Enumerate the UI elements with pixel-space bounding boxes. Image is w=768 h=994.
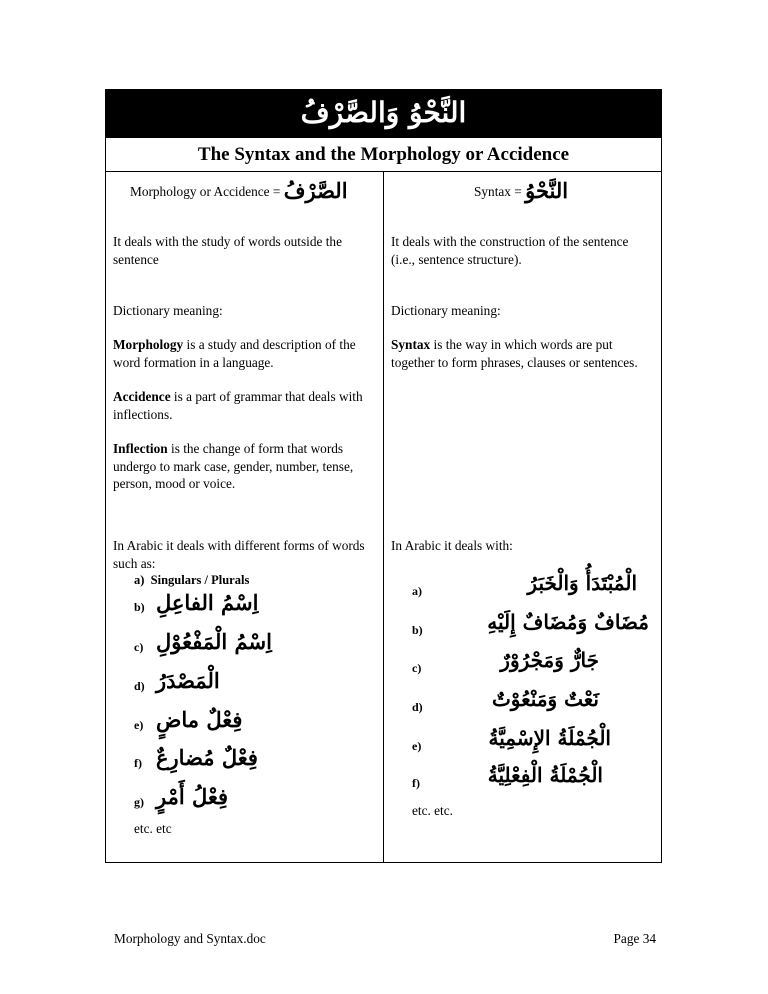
right-item-c-label: c) (412, 661, 422, 675)
right-item-e-label: e) (412, 739, 422, 753)
syntax-definition (391, 336, 653, 371)
right-item-f-arabic: الْجُمْلَةُ الْفِعْلِيَّةُ (487, 763, 603, 787)
right-heading-arabic: النَّحْوُ (525, 178, 569, 203)
right-item-a-arabic: الْمُبْتَدَأُ وَالْخَبَرُ (527, 571, 637, 595)
right-heading-label: Syntax = (474, 184, 522, 199)
right-etc: etc. etc. (412, 803, 453, 818)
left-item-a-text: Singulars / Plurals (150, 573, 250, 587)
accidence-def-text: is a part of grammar that deals with inflections. (113, 389, 363, 422)
right-item-e-arabic: الْجُمْلَةُ الإِسْمِيَّةُ (488, 726, 611, 750)
right-item-d-label: d) (412, 700, 423, 714)
left-item-e-arabic: فِعْلٌ ماضٍ (156, 707, 243, 732)
left-item-f-label: f) (134, 756, 142, 770)
left-heading-arabic: الصَّرْفُ (283, 178, 348, 203)
morphology-definition (113, 336, 375, 371)
left-arabic-intro: In Arabic it deals with different forms of words such as: (113, 538, 365, 571)
morphology-term: Morphology (113, 337, 184, 352)
footer-filename: Morphology and Syntax.doc (114, 931, 266, 946)
left-etc: etc. etc (134, 821, 172, 836)
accidence-term: Accidence (113, 389, 171, 404)
left-item-d-label: d) (134, 679, 145, 693)
left-item-a-label: a) (134, 573, 145, 587)
left-item-b-label: b) (134, 600, 145, 614)
right-item-b-arabic: مُضَافٌ وَمُضَافٌ إِلَيْهِ (487, 610, 649, 634)
left-item-a (134, 572, 249, 590)
accidence-definition (113, 388, 375, 423)
left-item-d-arabic: الْمَصْدَرُ (156, 668, 220, 693)
right-intro: It deals with the construction of the sentence (i.e., sentence structure). (391, 234, 629, 267)
right-arabic-intro: In Arabic it deals with: (391, 538, 513, 553)
left-intro: It deals with the study of words outside the sentence (113, 234, 342, 267)
inflection-term: Inflection (113, 441, 168, 456)
syntax-def-text: is the way in which words are put together to form phrases, clauses or sentences. (391, 337, 638, 370)
right-item-c-arabic: جَارٌّ وَمَجْرُوْرٌ (500, 648, 599, 672)
page-subtitle: The Syntax and the Morphology or Accidence (106, 137, 661, 172)
right-item-d-arabic: نَعْتٌ وَمَنْعُوْتٌ (491, 687, 599, 711)
column-divider (383, 172, 384, 862)
right-dictionary-label: Dictionary meaning: (391, 303, 501, 318)
left-item-g-label: g) (134, 795, 144, 809)
right-heading (474, 178, 654, 203)
right-item-b-label: b) (412, 623, 423, 637)
morphology-def-text: is a study and description of the word formation in a language. (113, 337, 356, 370)
left-heading (130, 178, 370, 203)
left-item-b-arabic: اِسْمُ الفاعِلِ (156, 590, 259, 615)
left-heading-label: Morphology or Accidence = (130, 184, 281, 199)
right-item-a-label: a) (412, 584, 422, 598)
right-item-f-label: f) (412, 776, 420, 790)
inflection-definition (113, 440, 375, 493)
arabic-title-banner: النَّحْوُ وَالصَّرْفُ (106, 90, 661, 137)
left-item-e-label: e) (134, 718, 144, 732)
content-table (105, 89, 662, 863)
inflection-def-text: is the change of form that words undergo to mark case, gender, number, tense, person, mood or voice. (113, 441, 354, 491)
syntax-term: Syntax (391, 337, 431, 352)
footer-page-number: Page 34 (613, 931, 656, 946)
left-item-g-arabic: فِعْلُ أَمْرٍ (156, 784, 229, 809)
left-item-c-label: c) (134, 640, 144, 654)
left-item-f-arabic: فِعْلٌ مُضارِعٌ (156, 745, 258, 770)
left-dictionary-label: Dictionary meaning: (113, 303, 223, 318)
left-item-c-arabic: اِسْمُ الْمَفْعُوْلِ (156, 629, 272, 654)
